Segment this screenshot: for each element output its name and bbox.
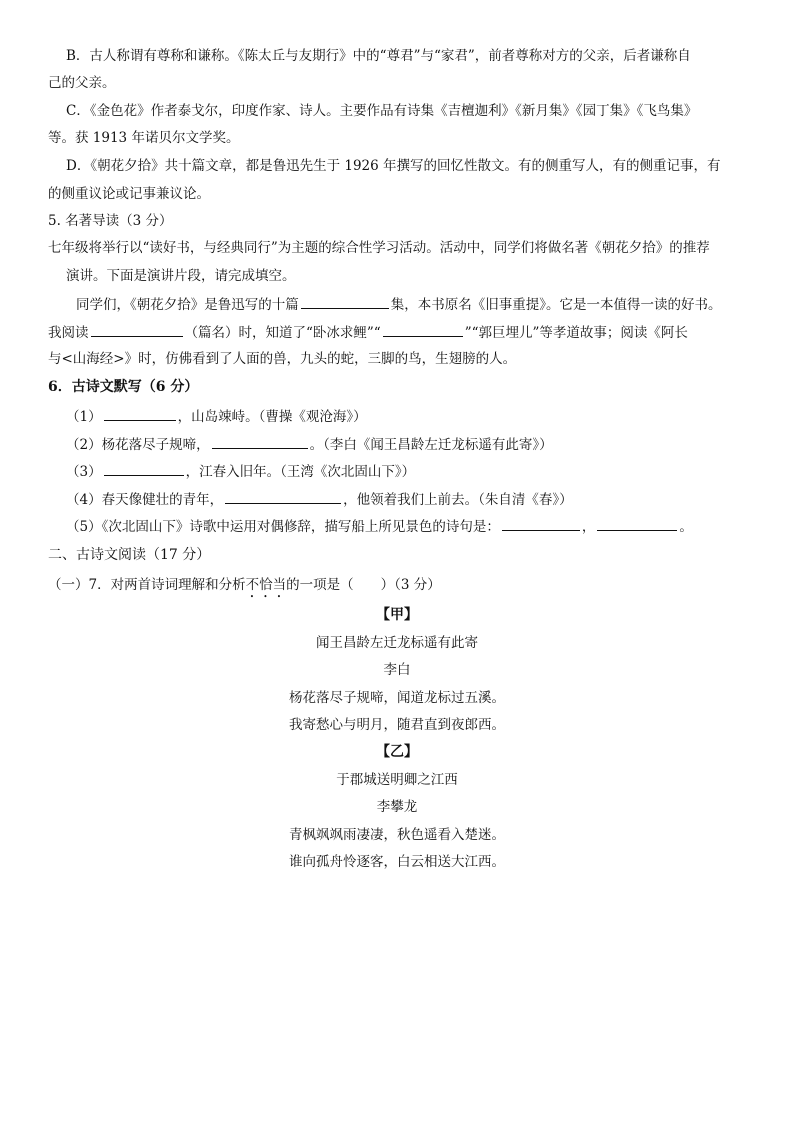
q5-intro-line2: 演讲。下面是演讲片段，请完成填空。 xyxy=(66,268,296,284)
q5-heading: 5. 名著导读（3 分） xyxy=(48,213,173,229)
q5-paragraph-line3: 与<山海经>》时，仿佛看到了人面的兽，九头的蛇，三脚的鸟，生翅膀的人。 xyxy=(48,351,517,367)
answer-blank[interactable] xyxy=(383,322,463,337)
item-text: （5）《次北固山下》诗歌中运用对偶修辞，描写船上所见景色的诗句是： xyxy=(66,519,500,535)
answer-blank[interactable] xyxy=(212,434,308,449)
item-number: （1） xyxy=(66,409,102,425)
option-c-line1: C．《金色花》作者泰戈尔，印度作家、诗人。主要作品有诗集《吉檀迦利》《新月集》《园丁集》《飞鸟集》 xyxy=(66,103,698,119)
poem-yi-author: 李攀龙 xyxy=(376,799,418,815)
item-number: （3） xyxy=(66,464,102,480)
q6-heading: 6．古诗文默写（6 分） xyxy=(48,379,199,395)
q6-item-5 xyxy=(66,516,693,537)
poem-yi-tag: 【乙】 xyxy=(376,744,418,760)
poem-jia-line2: 我寄愁心与明月，随君直到夜郎西。 xyxy=(289,717,505,733)
item-text: （2）杨花落尽子规啼， xyxy=(66,437,210,453)
section-2-heading: 二、古诗文阅读（17 分） xyxy=(48,547,211,563)
item-text: （4）春天像健壮的青年， xyxy=(66,492,224,508)
poem-jia-author: 李白 xyxy=(383,662,411,678)
item-text: 。（李白《闻王昌龄左迁龙标遥有此寄》） xyxy=(309,437,553,453)
q5-p1-text-b: 集，本书原名《旧事重提》。它是一本值得一读的好书。 xyxy=(390,297,722,313)
option-d-line2: 的侧重议论或记事兼议论。 xyxy=(48,186,210,202)
answer-blank[interactable] xyxy=(597,516,677,531)
answer-blank[interactable] xyxy=(301,294,389,309)
answer-blank[interactable] xyxy=(104,461,184,476)
item-text: ，江春入旧年。（王湾《次北固山下》） xyxy=(185,464,416,480)
poem-yi-line1: 青枫飒飒雨凄凄，秋色遥看入楚迷。 xyxy=(289,827,505,843)
answer-blank[interactable] xyxy=(502,516,580,531)
q5-paragraph-line1 xyxy=(76,294,722,315)
option-b-line1: B．古人称谓有尊称和谦称。《陈太丘与友期行》中的“尊君”与“家君”，前者尊称对方的父亲，后者谦称自 xyxy=(66,48,691,64)
poem-yi-line2: 谁向孤舟怜逐客，白云相送大江西。 xyxy=(289,854,505,870)
q6-item-2 xyxy=(66,434,553,455)
q5-p2-text-a: 我阅读 xyxy=(48,325,89,341)
q5-p2-text-c: ”“郭巨埋儿”等孝道故事；阅读《阿长 xyxy=(464,325,688,341)
q7-emphasis: 不恰当 xyxy=(245,577,287,593)
answer-blank[interactable] xyxy=(91,322,183,337)
q5-intro-line1: 七年级将举行以“读好书，与经典同行”为主题的综合性学习活动。活动中，同学们将做名著《朝花夕拾》的推荐 xyxy=(48,240,710,256)
item-text: ， xyxy=(581,519,596,535)
poem-jia-line1: 杨花落尽子规啼，闻道龙标过五溪。 xyxy=(289,690,505,706)
item-text: 。 xyxy=(679,519,693,535)
q6-item-3 xyxy=(66,461,415,482)
item-text: ，山岛竦峙。（曹操《观沧海》） xyxy=(177,409,367,425)
q5-p2-text-b: （篇名）时，知道了“卧冰求鲤”“ xyxy=(184,325,381,341)
poem-jia-title: 闻王昌龄左迁龙标遥有此寄 xyxy=(316,635,478,651)
option-d-line1: D．《朝花夕拾》共十篇文章，都是鲁迅先生于 1926 年撰写的回忆性散文。有的侧重写人，有的侧重记事，有 xyxy=(66,158,721,174)
item-text: ，他领着我们上前去。（朱自清《春》） xyxy=(343,492,573,508)
q6-item-4 xyxy=(66,489,573,510)
answer-blank[interactable] xyxy=(225,489,341,504)
q5-p1-text-a: 同学们，《朝花夕拾》是鲁迅写的十篇 xyxy=(76,297,299,313)
poem-yi-title: 于郡城送明卿之江西 xyxy=(336,772,458,788)
answer-blank[interactable] xyxy=(104,406,176,421)
option-b-line2: 己的父亲。 xyxy=(48,75,116,91)
q7-text-a: （一）7．对两首诗词理解和分析 xyxy=(48,577,246,593)
q7-question xyxy=(48,575,441,601)
poem-jia-tag: 【甲】 xyxy=(376,607,418,623)
q6-item-1 xyxy=(66,406,367,427)
q7-text-b: 的一项是（ ）（3 分） xyxy=(286,577,441,593)
q5-paragraph-line2 xyxy=(48,322,688,343)
option-c-line2: 等。获 1913 年诺贝尔文学奖。 xyxy=(48,130,240,146)
